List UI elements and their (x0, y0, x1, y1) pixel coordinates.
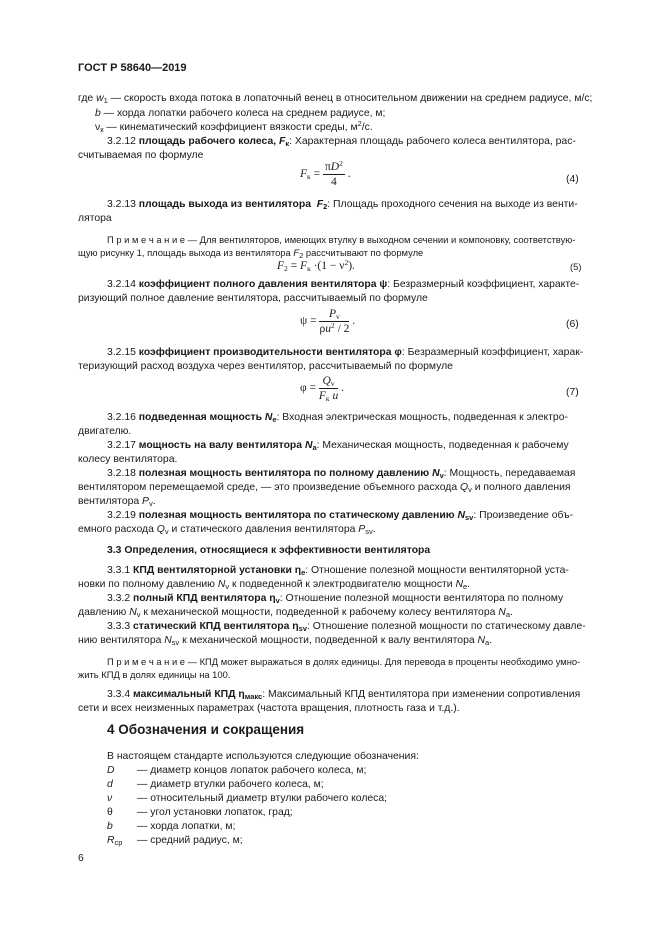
section-3-2-18-cont2: вентилятора $P_v$. (78, 496, 156, 508)
section-3-2-13-cont: лятора (78, 213, 112, 224)
equation-6-number: (6) (566, 319, 579, 330)
section-3-2-19: 3.2.19 полезная мощность вентилятора по статическому давлению $N_{sv}$: Произведение объ- (107, 510, 574, 522)
section-3-2-12-cont: считываемая по формуле (78, 150, 204, 161)
section-3-2-13: 3.2.13 площадь выхода из вентилятора $F_2$: Площадь проходного сечения на выходе из венти- (107, 199, 578, 211)
section-3-3-3: 3.3.3 статический КПД вентилятора $\eta_{sv}$: Отношение полезной мощности по статическому давле- (107, 621, 586, 633)
section-3-2-14-cont: ризующий полное давление вентилятора, рассчитываемый по формуле (78, 293, 428, 304)
symbol-rcp: $R_{ср}$ (107, 835, 123, 847)
section-3-2-16-cont: двигателю. (78, 426, 132, 437)
symbol-nu-desc: — относительный диаметр втулки рабочего колеса; (137, 793, 388, 804)
equation-4: $F_к$ = $\frac{\pi D^2}{4}$ . (300, 159, 351, 188)
section-3-2-15-cont: теризующий расход воздуха через вентилятор, рассчитываемый по формуле (78, 361, 453, 372)
section-3-2-17: 3.2.17 мощность на валу вентилятора $N_a$: Механическая мощность, подведенная к рабочему (107, 440, 569, 452)
note-2-line-2: жить КПД в долях единицы на 100. (78, 669, 231, 680)
symbol-d-desc: — диаметр втулки рабочего колеса, м; (137, 779, 324, 790)
section-3-2-19-cont: емного расхода $Q_v$ и статического давления вентилятора $P_{sv}$. (78, 524, 376, 536)
section-3-3-1-cont: новки по полному давлению $N_v$ к подведенной к электродвигателю мощности $N_e$. (78, 579, 471, 591)
section-3-2-18-cont: вентилятором перемещаемой среде, — это произведение объемного расхода $Q_v$ и полного давления (78, 482, 571, 494)
section-3-2-16: 3.2.16 подведенная мощность $N_e$: Входная электрическая мощность, подведенная к электро- (107, 412, 568, 424)
equation-7-number: (7) (566, 387, 579, 398)
symbol-b: b (107, 821, 113, 832)
section-3-2-18: 3.2.18 полезная мощность вентилятора по полному давлению $N_v$: Мощность, передаваемая (107, 468, 576, 480)
where-clause-nu: $\nu_к$ — кинематический коэффициент вязкости среды, $м^2/с$. (95, 119, 373, 134)
section-3-2-12: 3.2.12 площадь рабочего колеса, $F_к$: Характерная площадь рабочего колеса вентилятора, рас- (107, 136, 576, 148)
symbol-b-desc: — хорда лопатки, м; (137, 821, 236, 832)
section-3-3-1: 3.3.1 КПД вентиляторной установки $\eta_e$: Отношение полезной мощности вентиляторной уста- (107, 565, 569, 577)
symbol-theta: θ (107, 807, 113, 818)
equation-7: φ = $\frac{Q_v}{F_к u}$ . (300, 375, 344, 403)
symbol-rcp-desc: — средний радиус, м; (137, 835, 243, 846)
symbol-D-desc: — диаметр концов лопаток рабочего колеса, м; (137, 765, 367, 776)
section-3-3-2-cont: давлению $N_v$ к механической мощности, подведенной к рабочему колесу вентилятора $N_a$. (78, 607, 513, 619)
equation-4-number: (4) (566, 174, 579, 185)
section-3-2-17-cont: колесу вентилятора. (78, 454, 178, 465)
page-number: 6 (78, 853, 84, 864)
document-header: ГОСТ Р 58640—2019 (78, 62, 187, 74)
section-3-3-heading: 3.3 Определения, относящиеся к эффективности вентилятора (107, 545, 431, 556)
symbol-nu: ν (107, 793, 113, 804)
section-4-heading: 4 Обозначения и сокращения (107, 722, 305, 737)
section-4-intro: В настоящем стандарте используются следующие обозначения: (107, 751, 419, 762)
equation-5: $F_2 = F_к \cdot(1 - \nu^2)$. (277, 258, 355, 273)
section-3-2-15: 3.2.15 коэффициент производительности вентилятора φ: Безразмерный коэффициент, харак- (107, 347, 584, 358)
section-3-3-4: 3.3.4 максимальный КПД $\eta_{макс}$: Максимальный КПД вентилятора при изменении сопротивления (107, 689, 581, 701)
where-clause-b: b — хорда лопатки рабочего колеса на среднем радиусе, м; (95, 108, 386, 119)
note-1-line-1: П р и м е ч а н и е — Для вентиляторов, имеющих втулку в выходном сечении и компоновку, соответствую- (107, 234, 576, 245)
note-1-line-2: щую рисунку 1, площадь выхода из вентилятора $F_2$ рассчитывают по формуле (78, 247, 424, 260)
symbol-D: D (107, 765, 115, 776)
equation-6: ψ = $\frac{P_v}{\rho u^2 / 2}$ . (300, 308, 356, 335)
equation-5-number: (5) (570, 261, 582, 272)
symbol-theta-desc: — угол установки лопаток, град; (137, 807, 293, 818)
symbol-d: d (107, 779, 113, 790)
section-3-3-2: 3.3.2 полный КПД вентилятора $\eta_v$: Отношение полезной мощности вентилятора по полному (107, 593, 564, 605)
where-clause-w1: где $w_1$ — скорость входа потока в лопаточный венец в относительном движении на среднем радиусе, м/с; (78, 93, 593, 105)
section-3-3-4-cont: сети и всех неизменных параметрах (частота вращения, плотность газа и т.д.). (78, 703, 460, 714)
section-3-2-14: 3.2.14 коэффициент полного давления вентилятора ψ: Безразмерный коэффициент, характе- (107, 279, 580, 290)
note-2-line-1: П р и м е ч а н и е — КПД может выражаться в долях единицы. Для перевода в проценты необходимо умно- (107, 656, 581, 667)
section-3-3-3-cont: нию вентилятора $N_{sv}$ к механической мощности, подведенной к валу вентилятора $N_a$. (78, 635, 493, 647)
